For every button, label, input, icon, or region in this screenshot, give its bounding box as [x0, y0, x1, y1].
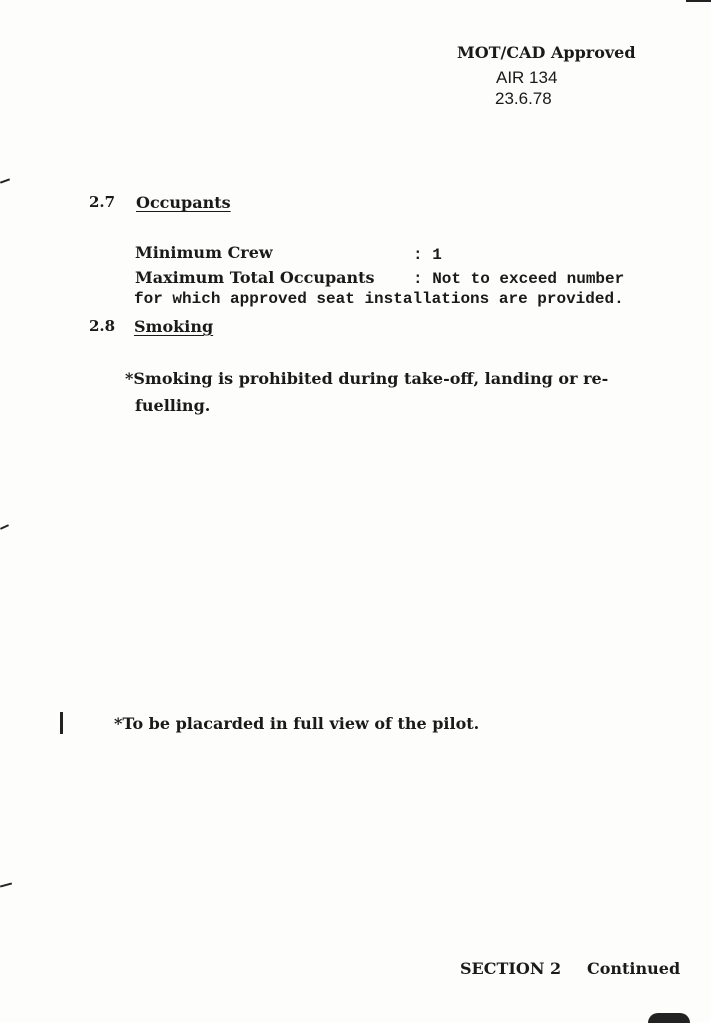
approval-date: 23.6.78	[495, 89, 552, 108]
smoking-text-line-2: fuelling.	[135, 396, 211, 415]
max-occupants-label: Maximum Total Occupants	[135, 268, 375, 287]
minimum-crew-label: Minimum Crew	[135, 243, 273, 262]
section-2-7-title: Occupants	[136, 193, 231, 212]
minimum-crew-value: : 1	[413, 246, 442, 264]
max-occupants-value: : Not to exceed number	[413, 270, 625, 288]
scan-corner-mark	[648, 1013, 690, 1023]
approval-reference: AIR 134	[496, 68, 558, 87]
footer-section: SECTION 2	[460, 959, 562, 978]
section-2-7-number: 2.7	[89, 193, 116, 211]
footer-continued: Continued	[587, 959, 681, 978]
change-bar	[60, 712, 63, 734]
footnote: *To be placarded in full view of the pilot.	[114, 714, 480, 733]
scan-edge-mark	[686, 0, 711, 2]
scan-edge-mark	[0, 178, 10, 183]
section-2-8-title: Smoking	[134, 317, 214, 336]
smoking-text-line-1: *Smoking is prohibited during take-off, landing or re-	[125, 369, 609, 388]
scan-edge-mark	[0, 524, 9, 530]
section-2-8-number: 2.8	[89, 317, 116, 335]
max-occupants-continuation: for which approved seat installations are provided.	[134, 290, 624, 308]
scan-edge-mark	[0, 882, 12, 887]
approval-title: MOT/CAD Approved	[457, 43, 636, 62]
